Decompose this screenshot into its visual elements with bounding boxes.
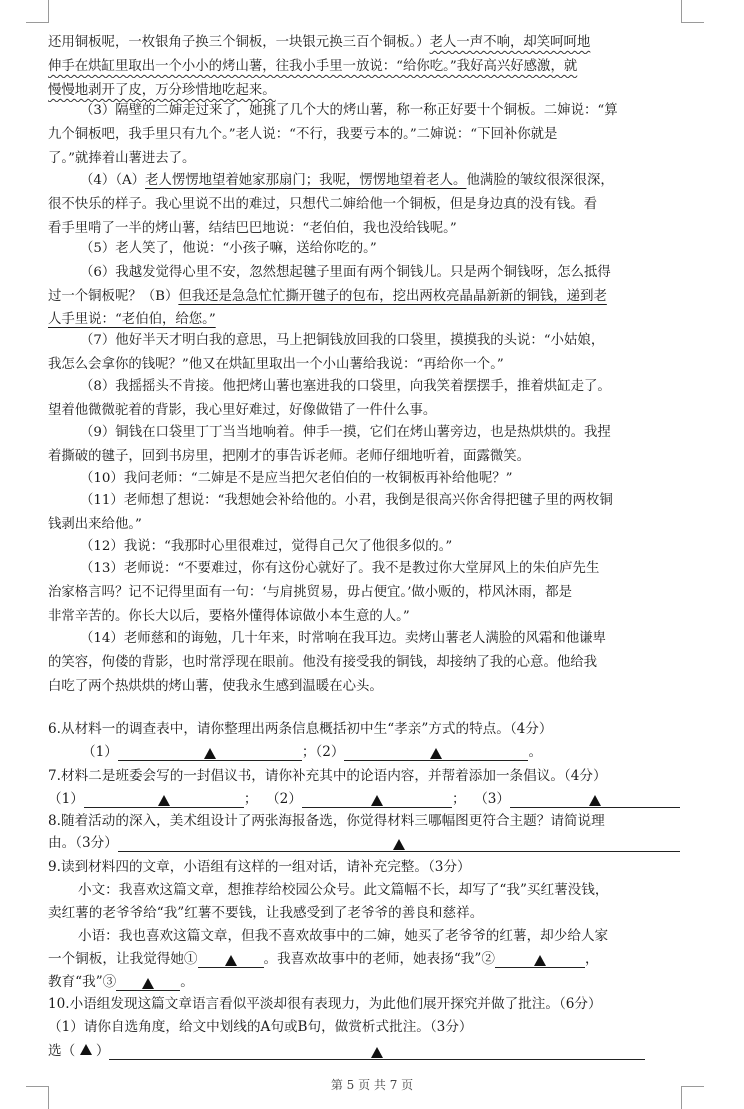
triangle-marker-icon [534,955,546,966]
question-10-part-1: （1）请你自选角度，给文中划线的A句或B句，做赏析式批注。（3分） [48,1019,473,1035]
paragraph-13-line: （13）老师说：“不要难过，你有这份心就好了。我不是教过你大堂屏风上的朱伯庐先生 [80,561,600,576]
question-9: 9.读到材料四的文章，小语组有这样的一组对话，请补充完整。（3分） [48,859,471,875]
crop-mark-top-right [681,0,704,23]
paragraph-13-line: 非常辛苦的。你长大以后，要格外懂得体谅做小本生意的人。” [48,609,410,624]
triangle-marker-icon [430,748,442,759]
paragraph-10-line: （10）我问老师：“二婶是不是应当把欠老伯伯的一枚铜板再补给他呢？” [80,471,513,486]
passage-line [48,80,696,102]
paragraph-7-line: 我怎么会拿你的钱呢？”他又在烘缸里取出一个小山薯给我说：“再给你一个。” [48,357,504,372]
question-9-dialog: 教育“我”③ 。 [48,974,194,990]
paragraph-14-line: 的笑容，佝偻的背影，也时常浮现在眼前。他没有接受我的铜钱，却接纳了我的心意。他给我 [48,655,598,670]
paragraph-4-line: 看手里啃了一半的烤山薯，结结巴巴地说：“老伯伯，我也没给钱呢。” [48,221,457,236]
triangle-marker-icon [393,839,405,850]
answer-blank[interactable] [495,951,585,968]
answer-blank[interactable] [344,744,528,761]
passage-line: 还用铜板呢，一枚银角子换三个铜板，一块银元换三百个铜板。）老人一声不响，却笑呵呵地 [48,35,591,50]
triangle-marker-icon [80,1044,92,1055]
triangle-marker-icon [371,1047,383,1058]
wavy-underlined-text: 慢慢地剥开了皮，万分珍惜地吃起来。 [48,83,276,98]
question-9-dialog: 小文：我喜欢这篇文章，想推荐给校园公众号。此文篇幅不长，却写了“我”买红薯没钱， [78,882,609,898]
paragraph-8-line: 望着他微微驼着的背影，我心里好难过，好像做错了一件什么事。 [48,403,437,418]
paragraph-4-line: （4）（A）老人愣愣地望着她家那扇门；我呢，愣愣地望着老人。他满脸的皱纹很深很深， [80,173,614,188]
passage-line [48,56,696,78]
question-10: 10.小语组发现这篇文章语言看似平淡却很有表现力，为此他们展开探究并做了批注。（6分） [48,996,602,1012]
question-9-dialog: 小语：我也喜欢这篇文章，但我不喜欢故事中的二婶，她买了老爷爷的红薯，却少给人家 [78,928,609,944]
sentence-b-underlined: 人手里说：“老伯伯，给您。” [48,312,216,327]
question-7-answers: （1） ； （2） ； （3） [48,788,696,810]
sentence-b-underlined: 但我还是急急忙忙撕开毽子的包布，挖出两枚亮晶晶新新的铜钱，递到老 [178,289,607,304]
paragraph-14-line: （14）老师慈和的诲勉，几十年来，时常响在我耳边。卖烤山薯老人满脸的风霜和他谦卑 [80,631,606,646]
wavy-underlined-text: 伸手在烘缸里取出一个小小的烤山薯，往我小手里一放说：“给你吃。”我好高兴好感激，就 [48,59,578,74]
question-10-selection: 选（ ） [48,1040,696,1062]
paragraph-11-line: （11）老师想了想说：“我想她会补给他的。小君，我倒是很高兴你舍得把毽子里的两枚铜 [80,493,613,508]
answer-blank[interactable] [84,791,244,808]
paragraph-3-line: 了。”就捧着山薯进去了。 [48,151,196,166]
paragraph-11-line: 钱剥出来给他。” [48,517,142,532]
triangle-marker-icon [158,795,170,806]
paragraph-5-line: （5）老人笑了，他说：“小孩子嘛，送给你吃的。” [80,241,377,256]
paragraph-4-line: 很不快乐的样子。我心里说不出的难过，只想代二婶给他一个铜板，但是身边真的没有钱。看 [48,197,598,212]
question-7: 7.材料二是班委会写的一封倡议书，请你补充其中的论语内容，并帮着添加一条倡议。（4分） [48,768,607,784]
paragraph-12-line: （12）我说：“我那时心里很难过，觉得自己欠了他很多似的。” [80,539,453,554]
wavy-underlined-text: 老人一声不响，却笑呵呵地 [429,35,591,50]
question-6-answers: （1） ；（2） 。 [82,744,543,760]
paragraph-3-line: 九个铜板吧，我手里只有九个。”老人说：“不行，我要亏本的。”二婶说：“下回补你就是 [48,127,558,142]
answer-blank[interactable] [116,974,180,991]
answer-blank[interactable] [109,1043,645,1060]
answer-blank[interactable] [302,791,452,808]
triangle-marker-icon [589,795,601,806]
paragraph-9-line: 着撕破的毽子，回到书房里，把刚才的事告诉老师。老师仔细地听着，面露微笑。 [48,449,531,464]
paragraph-7-line: （7）他好半天才明白我的意思，马上把铜钱放回我的口袋里，摸摸我的头说：“小姑娘， [80,333,605,348]
answer-blank[interactable] [510,791,680,808]
crop-mark-top-left [26,0,49,23]
paragraph-8-line: （8）我摇摇头不肯接。他把烤山薯也塞进我的口袋里，向我笑着摆摆手，推着烘缸走了。 [80,379,611,394]
paragraph-3-line: （3）隔壁的二婶走过来了，她挑了几个大的烤山薯，称一称正好要十个铜板。二婶说：“算 [80,103,618,118]
paragraph-14-line: 白吃了两个热烘烘的烤山薯，使我永生感到温暖在心头。 [48,679,383,694]
paragraph-9-line: （9）铜钱在口袋里丁丁当当地响着。伸手一摸，它们在烤山薯旁边，也是热烘烘的。我捏 [80,425,611,440]
question-9-dialog: 卖红薯的老爷爷给“我”红薯不要钱，让我感受到了老爷爷的善良和慈祥。 [48,905,484,921]
paragraph-6-line: 过一个铜板呢？（B）但我还是急急忙忙撕开毽子的包布，挖出两枚亮晶晶新新的铜钱，递到老 [48,289,607,304]
question-8: 8.随着活动的深入，美术组设计了两张海报备选，你觉得材料三哪幅图更符合主题？请简说理 [48,813,605,829]
sentence-a-underlined: 老人愣愣地望着她家那扇门；我呢，愣愣地望着老人。 [145,173,467,188]
triangle-marker-icon [204,748,216,759]
answer-blank[interactable] [198,951,264,968]
question-6: 6.从材料一的调查表中，请你整理出两条信息概括初中生“孝亲”方式的特点。（4分） [48,721,553,737]
paragraph-6-line: （6）我越发觉得心里不安，忽然想起毽子里面有两个铜钱儿。只是两个铜钱呀，怎么抵得 [80,265,611,280]
triangle-marker-icon [225,955,237,966]
question-9-dialog: 一个铜板，让我觉得她① 。我喜欢故事中的老师，她表扬“我”② ， [48,951,599,967]
page-footer: 第 5 页 共 7 页 [330,1078,414,1092]
answer-blank[interactable] [118,835,680,852]
answer-blank[interactable] [118,744,302,761]
question-8-cont: 由。（3分） [48,832,696,854]
triangle-marker-icon [371,795,383,806]
triangle-marker-icon [142,978,154,989]
paragraph-6-line [48,309,696,331]
paragraph-13-line: 治家格言吗？记不记得里面有一句：‘与肩挑贸易，毋占便宜。’做小贩的，栉风沐雨，都是 [48,585,573,600]
